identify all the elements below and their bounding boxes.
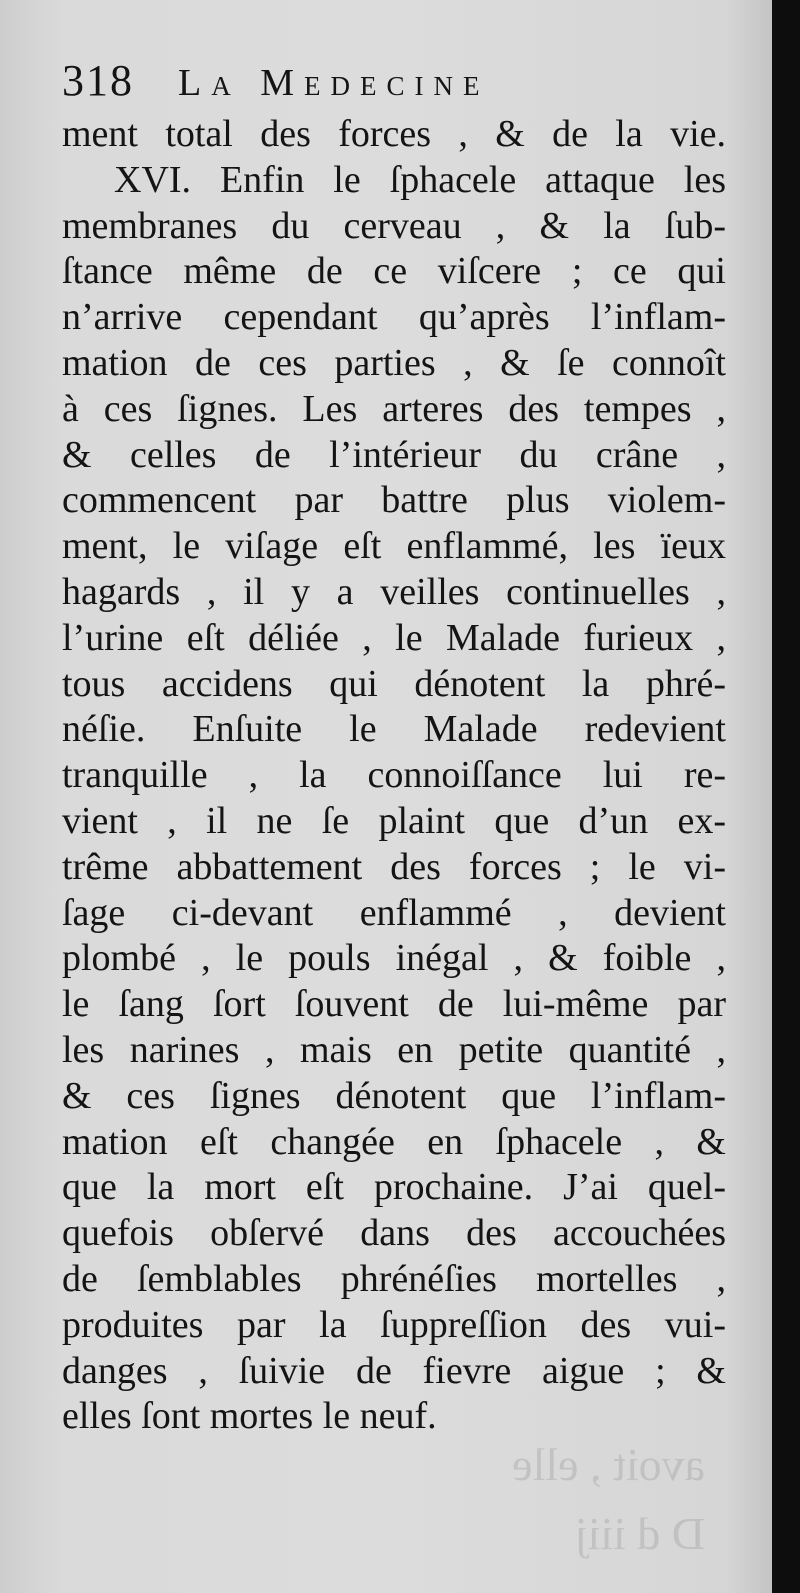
text-line: ſtance même de ce viſcere ; ce qui xyxy=(62,250,726,293)
text-line: n’arrive cependant qu’après l’inflam- xyxy=(62,296,726,339)
running-title: La Medecine xyxy=(178,62,490,104)
text-line: vient , il ne ſe plaint que d’un ex- xyxy=(62,799,726,842)
text-line: danges , ſuivie de fievre aigue ; & xyxy=(62,1349,726,1392)
text-line: mation eſt changée en ſphacele , & xyxy=(62,1120,726,1163)
text-line: produites par la ſuppreſſion des vui- xyxy=(62,1303,726,1346)
text-line: les narines , mais en petite quantité , xyxy=(62,1028,726,1071)
text-line: tranquille , la connoiſſance lui re- xyxy=(62,754,726,797)
text-line: néſie. Enſuite le Malade redevient xyxy=(62,708,726,751)
show-through-text: avoit , elle D d iiij xyxy=(512,1439,705,1559)
text-line: à ces ſignes. Les arteres des tempes , xyxy=(62,387,726,430)
page-header xyxy=(62,55,489,106)
text-line: ment, le viſage eſt enflammé, les ïeux xyxy=(62,525,726,568)
text-line: hagards , il y a veilles continuelles , xyxy=(62,570,726,613)
text-line: membranes du cerveau , & la ſub- xyxy=(62,204,726,247)
text-line: tous accidens qui dénotent la phré- xyxy=(62,662,726,705)
text-line: trême abbattement des forces ; le vi- xyxy=(62,845,726,888)
text-line: ment total des forces , & de la vie. xyxy=(62,113,726,155)
scan-border xyxy=(772,0,800,1593)
page-number: 318 xyxy=(62,56,134,105)
text-line: & celles de l’intérieur du crâne , xyxy=(62,433,726,476)
text-line: & ces ſignes dénotent que l’inflam- xyxy=(62,1074,726,1117)
text-line: l’urine eſt déliée , le Malade furieux , xyxy=(62,616,726,659)
text-line: elles ſont mortes le neuf. xyxy=(62,1395,437,1438)
text-line: commencent par battre plus violem- xyxy=(62,479,726,522)
text-line: XVI. Enfin le ſphacele attaque les xyxy=(114,158,726,201)
text-line: mation de ces parties , & ſe connoît xyxy=(62,341,726,384)
text-line: plombé , le pouls inégal , & foible , xyxy=(62,937,726,980)
text-line: le ſang ſort ſouvent de lui-même par xyxy=(62,983,726,1026)
text-line: de ſemblables phrénéſies mortelles , xyxy=(62,1257,726,1300)
text-line: quefois obſervé dans des accouchées xyxy=(62,1212,726,1255)
text-line: ſage ci-devant enflammé , devient xyxy=(62,891,726,934)
text-line: que la mort eſt prochaine. J’ai quel- xyxy=(62,1166,726,1209)
body-text xyxy=(62,112,726,1440)
